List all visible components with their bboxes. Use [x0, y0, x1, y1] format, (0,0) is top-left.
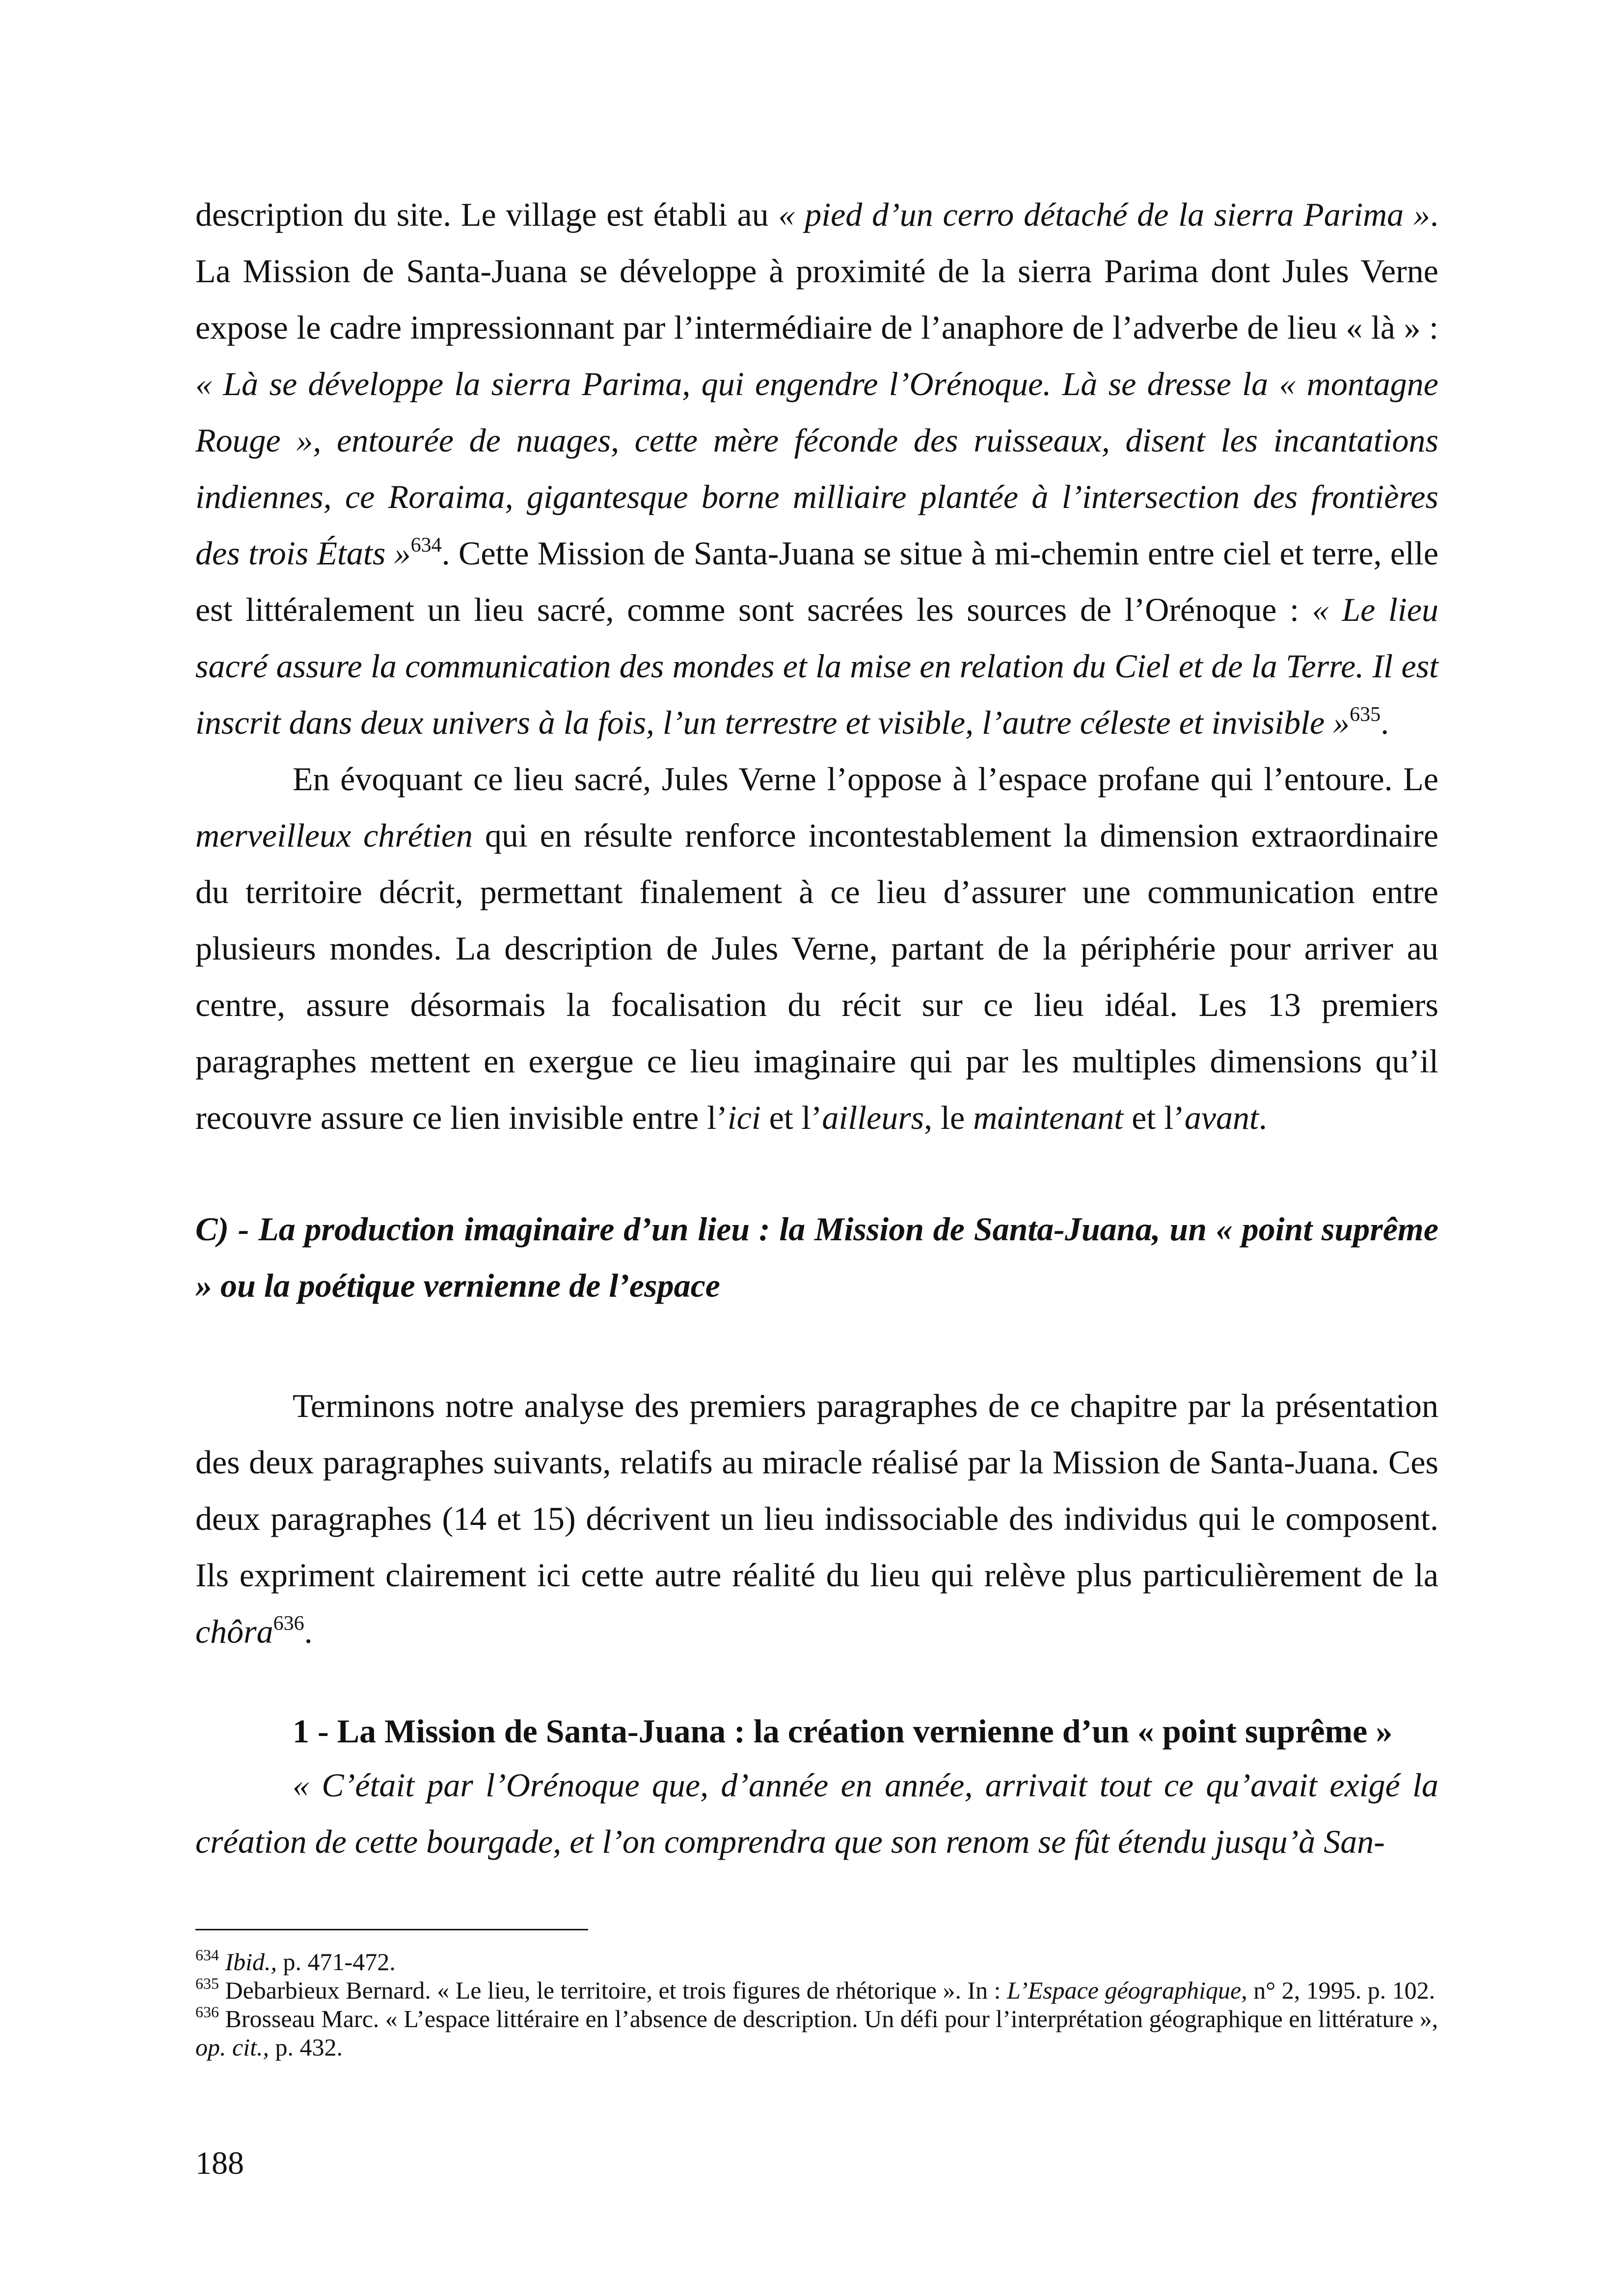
paragraph-4 [195, 1757, 1438, 1870]
footnote-636 [195, 2004, 1438, 2061]
emphasis-span: Ibid., [225, 1948, 277, 1976]
emphasis-span: chôra [195, 1613, 273, 1650]
footnote-ref-636[interactable]: 636 [273, 1612, 304, 1635]
paragraph-1 [195, 187, 1438, 751]
text-span: . La Mission de Santa-Juana se développe à proximité de la sierra Parima dont Jules Verne expose le cadre impressionnant par l’intermédiaire de l’anaphore de l’adverbe de lieu « là » : [195, 196, 1438, 346]
footnote-number: 636 [195, 2003, 219, 2021]
quote-span: « pied d’un cerro détaché de la sierra Parima » [778, 196, 1430, 233]
footnote-ref-634[interactable]: 634 [410, 534, 442, 557]
text-span: . [304, 1613, 313, 1650]
text-span: . Cette Mission de Santa-Juana se situe à mi-chemin entre ciel et terre, elle est littéralement un lieu sacré, comme sont sacrées les sources de l’Orénoque : [195, 534, 1438, 628]
footnotes [195, 1948, 1438, 2061]
text-span: . [1258, 1099, 1267, 1136]
emphasis-span: L’Espace géographique [1006, 1976, 1242, 2004]
footnote-ref-635[interactable]: 635 [1350, 703, 1381, 726]
page-number: 188 [195, 2145, 244, 2181]
text-span: et l’ [760, 1099, 822, 1136]
footnote-divider [195, 1929, 588, 1930]
emphasis-span: avant [1184, 1099, 1259, 1136]
text-span: p. 471-472. [277, 1948, 396, 1976]
text-span: qui en résulte renforce incontestablement la dimension extraordinaire du territoire décrit, permettant finalement à ce lieu d’assurer une communication entre plusieurs mondes. La description de Jules Verne, partant de la périphérie pour arriver au centre, assure désormais la focalisation du récit sur ce lieu idéal. Les 13 premiers paragraphes mettent en exergue ce lieu imaginaire qui par les multiples dimensions qu’il recouvre assure ce lien invisible entre l’ [195, 817, 1438, 1136]
footnote-634 [195, 1948, 1438, 1976]
quote-span: « C’était par l’Orénoque que, d’année en année, arrivait tout ce qu’avait exigé la création de cette bourgade, et l’on comprendra que son renom se fût étendu jusqu’à San- [195, 1766, 1438, 1860]
section-title: C) - La production imaginaire d’un lieu : la Mission de Santa-Juana, un « point suprême » ou la poétique vernienne de l’espace [195, 1210, 1438, 1304]
text-span: , n° 2, 1995. p. 102. [1241, 1976, 1435, 2004]
page-body [195, 187, 1438, 1870]
spacer [195, 1314, 1438, 1378]
footnote-number: 635 [195, 1975, 219, 1992]
text-span: et l’ [1123, 1099, 1185, 1136]
footnote-635 [195, 1976, 1438, 2004]
text-span: , le [924, 1099, 974, 1136]
text-span: Brosseau Marc. « L’espace littéraire en l’absence de description. Un défi pour l’interprétation géographique en littérature », [219, 2005, 1438, 2032]
quote-span: « Là se développe la sierra Parima, qui engendre l’Orénoque. Là se dresse la « montagne Rouge », entourée de nuages, cette mère féconde des ruisseaux, disent les incantations indiennes, ce Roraima, gigantesque borne milliaire plantée à l’intersection des frontières des trois États » [195, 365, 1438, 572]
emphasis-span: maintenant [973, 1099, 1124, 1136]
text-span: Terminons notre analyse des premiers paragraphes de ce chapitre par la présentation des deux paragraphes suivants, relatifs au miracle réalisé par la Mission de Santa-Juana. Ces deux paragraphes (14 et 15) décrivent un lieu indissociable des individus qui le composent. Ils expriment clairement ici cette autre réalité du lieu qui relève plus particulièrement de la [195, 1387, 1438, 1594]
emphasis-span: ici [727, 1099, 761, 1136]
emphasis-span: op. cit., [195, 2033, 269, 2061]
emphasis-span: ailleurs [822, 1099, 924, 1136]
body-text [195, 187, 1438, 1870]
text-span: p. 432. [269, 2033, 343, 2061]
emphasis-span: merveilleux chrétien [195, 817, 473, 854]
text-span: En évoquant ce lieu sacré, Jules Verne l’oppose à l’espace profane qui l’entoure. Le [293, 760, 1438, 798]
paragraph-2 [195, 751, 1438, 1146]
quote-span: « Le lieu sacré assure la communication des mondes et la mise en relation du Ciel et de la Terre. Il est inscrit dans deux univers à la fois, l’un terrestre et visible, l’autre céleste et invisible » [195, 591, 1439, 741]
text-span: Debarbieux Bernard. « Le lieu, le territoire, et trois figures de rhétorique ». In : [219, 1976, 1007, 2004]
text-span: . [1380, 704, 1389, 741]
paragraph-3 [195, 1378, 1438, 1660]
sub-heading: 1 - La Mission de Santa-Juana : la création vernienne d’un « point suprême » [293, 1712, 1393, 1750]
text-span: description du site. Le village est établi au [195, 196, 779, 233]
footnote-number: 634 [195, 1946, 219, 1964]
